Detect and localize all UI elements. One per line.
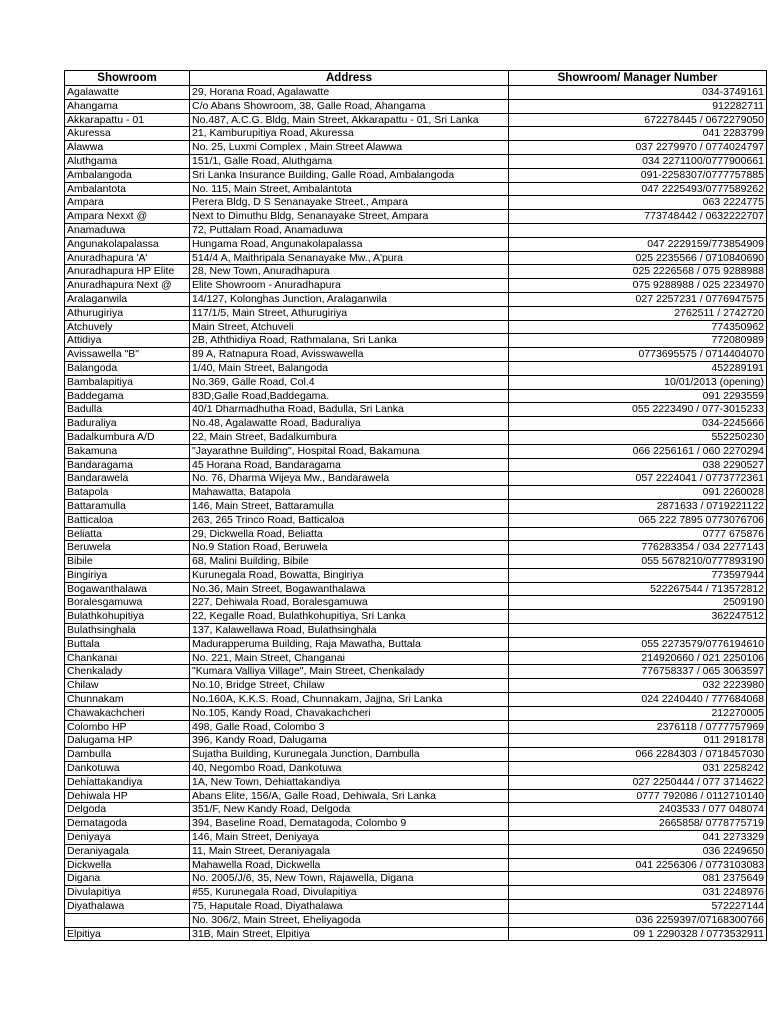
table-row <box>65 403 767 417</box>
showroom-cell: Buttala <box>65 637 190 651</box>
number-cell: 2665858/ 0778775719 <box>509 817 767 831</box>
address-cell: No. 306/2, Main Street, Eheliyagoda <box>190 913 509 927</box>
address-cell: Abans Elite, 156/A, Galle Road, Dehiwala, Sri Lanka <box>190 789 509 803</box>
showroom-cell: Bulathkohupitiya <box>65 610 190 624</box>
address-cell: 28, New Town, Anuradhapura <box>190 265 509 279</box>
number-cell: 025 2226568 / 075 9288988 <box>509 265 767 279</box>
address-cell: Sujatha Building, Kurunegala Junction, Dambulla <box>190 748 509 762</box>
table-row <box>65 610 767 624</box>
showroom-cell: Baddegama <box>65 389 190 403</box>
table-row <box>65 237 767 251</box>
address-cell: 83D,Galle Road,Baddegama. <box>190 389 509 403</box>
number-cell: 214920660 / 021 2250106 <box>509 651 767 665</box>
address-cell: Kurunegala Road, Bowatta, Bingiriya <box>190 568 509 582</box>
number-cell: 025 2235566 / 0710840690 <box>509 251 767 265</box>
table-row <box>65 913 767 927</box>
number-cell: 027 2257231 / 0776947575 <box>509 292 767 306</box>
showroom-cell: Bibile <box>65 555 190 569</box>
number-cell: 772080989 <box>509 334 767 348</box>
number-cell: 031 2258242 <box>509 762 767 776</box>
address-cell: Mahawatta, Batapola <box>190 486 509 500</box>
number-cell: 09 1 2290328 / 0773532911 <box>509 927 767 941</box>
table-row <box>65 417 767 431</box>
table-row <box>65 886 767 900</box>
showroom-cell: Bogawanthalawa <box>65 582 190 596</box>
table-row <box>65 99 767 113</box>
address-cell: 263, 265 Trinco Road, Batticaloa <box>190 513 509 527</box>
address-cell: 68, Malini Building, Bibile <box>190 555 509 569</box>
showroom-cell: Baduraliya <box>65 417 190 431</box>
table-row <box>65 375 767 389</box>
number-cell: 036 2259397/07168300766 <box>509 913 767 927</box>
address-cell: Mahawella Road, Dickwella <box>190 858 509 872</box>
showroom-cell: Bingiriya <box>65 568 190 582</box>
table-row <box>65 720 767 734</box>
number-cell: 036 2249650 <box>509 844 767 858</box>
showroom-cell: Anamaduwa <box>65 223 190 237</box>
showroom-table <box>64 70 767 941</box>
showroom-cell: Chilaw <box>65 679 190 693</box>
number-cell: 041 2283799 <box>509 127 767 141</box>
table-row <box>65 127 767 141</box>
number-cell: 522267544 / 713572812 <box>509 582 767 596</box>
table-row <box>65 900 767 914</box>
address-cell: "Jayarathne Building", Hospital Road, Bakamuna <box>190 444 509 458</box>
address-cell: No.105, Kandy Road, Chavakachcheri <box>190 706 509 720</box>
number-cell: 2403533 / 077 048074 <box>509 803 767 817</box>
number-cell <box>509 223 767 237</box>
table-row <box>65 113 767 127</box>
address-cell: No.48, Agalawatte Road, Baduraliya <box>190 417 509 431</box>
number-cell: 091-2258307/0777757885 <box>509 168 767 182</box>
number-cell: 027 2250444 / 077 3714622 <box>509 775 767 789</box>
table-row <box>65 568 767 582</box>
address-cell: 22, Kegalle Road, Bulathkohupitiya, Sri Lanka <box>190 610 509 624</box>
showroom-cell: Deraniyagala <box>65 844 190 858</box>
number-cell: 2509190 <box>509 596 767 610</box>
address-cell: 29, Horana Road, Agalawatte <box>190 86 509 100</box>
number-cell: 032 2223980 <box>509 679 767 693</box>
showroom-cell: Anuradhapura Next @ <box>65 279 190 293</box>
number-cell: 452289191 <box>509 361 767 375</box>
number-cell: 0777 675876 <box>509 527 767 541</box>
number-cell: 774350962 <box>509 320 767 334</box>
number-cell: 773748442 / 0632222707 <box>509 210 767 224</box>
address-cell: 117/1/5, Main Street, Athurugiriya <box>190 306 509 320</box>
showroom-cell: Boralesgamuwa <box>65 596 190 610</box>
number-cell: 034-2245666 <box>509 417 767 431</box>
address-cell: 31B, Main Street, Elpitiya <box>190 927 509 941</box>
header-number: Showroom/ Manager Number <box>509 71 767 86</box>
number-cell: 081 2375649 <box>509 872 767 886</box>
number-cell: 055 5678210/0777893190 <box>509 555 767 569</box>
table-row <box>65 748 767 762</box>
number-cell: 075 9288988 / 025 2234970 <box>509 279 767 293</box>
number-cell: 066 2256161 / 060 2270294 <box>509 444 767 458</box>
table-row <box>65 872 767 886</box>
table-row <box>65 320 767 334</box>
showroom-cell: Anuradhapura HP Elite <box>65 265 190 279</box>
number-cell: 091 2260028 <box>509 486 767 500</box>
showroom-cell: Bandaragama <box>65 458 190 472</box>
address-cell: No. 76, Dharma Wijeya Mw., Bandarawela <box>190 472 509 486</box>
number-cell: 2376118 / 0777757969 <box>509 720 767 734</box>
table-row <box>65 182 767 196</box>
showroom-cell <box>65 913 190 927</box>
table-row <box>65 292 767 306</box>
table-row <box>65 251 767 265</box>
number-cell: 776758337 / 065 3063597 <box>509 665 767 679</box>
number-cell: 047 2229159/773854909 <box>509 237 767 251</box>
table-row <box>65 389 767 403</box>
showroom-cell: Attidiya <box>65 334 190 348</box>
table-row <box>65 541 767 555</box>
showroom-cell: Dalugama HP <box>65 734 190 748</box>
header-showroom: Showroom <box>65 71 190 86</box>
showroom-cell: Alawwa <box>65 141 190 155</box>
showroom-cell: Dehiwala HP <box>65 789 190 803</box>
address-cell: No.36, Main Street, Bogawanthalawa <box>190 582 509 596</box>
table-row <box>65 458 767 472</box>
address-cell: #55, Kurunegala Road, Divulapitiya <box>190 886 509 900</box>
address-cell: No. 221, Main Street, Changanai <box>190 651 509 665</box>
table-row <box>65 927 767 941</box>
showroom-cell: Beruwela <box>65 541 190 555</box>
address-cell: 72, Puttalam Road, Anamaduwa <box>190 223 509 237</box>
table-row <box>65 817 767 831</box>
showroom-cell: Ampara <box>65 196 190 210</box>
table-row <box>65 168 767 182</box>
showroom-cell: Diyathalawa <box>65 900 190 914</box>
table-row <box>65 334 767 348</box>
number-cell: 0773695575 / 0714404070 <box>509 348 767 362</box>
showroom-cell: Badalkumbura A/D <box>65 430 190 444</box>
number-cell: 047 2225493/0777589262 <box>509 182 767 196</box>
number-cell: 776283354 / 034 2277143 <box>509 541 767 555</box>
table-row <box>65 831 767 845</box>
address-cell: Next to Dimuthu Bldg, Senanayake Street, Ampara <box>190 210 509 224</box>
table-row <box>65 306 767 320</box>
address-cell: No.10, Bridge Street, Chilaw <box>190 679 509 693</box>
showroom-cell: Ampara Nexxt @ <box>65 210 190 224</box>
address-cell: 498, Galle Road, Colombo 3 <box>190 720 509 734</box>
number-cell: 038 2290527 <box>509 458 767 472</box>
showroom-cell: Dehiattakandiya <box>65 775 190 789</box>
address-cell: No.9 Station Road, Beruwela <box>190 541 509 555</box>
table-row <box>65 789 767 803</box>
showroom-cell: Colombo HP <box>65 720 190 734</box>
table-row <box>65 210 767 224</box>
table-row <box>65 86 767 100</box>
number-cell: 2762511 / 2742720 <box>509 306 767 320</box>
table-row <box>65 265 767 279</box>
table-row <box>65 706 767 720</box>
number-cell: 041 2273329 <box>509 831 767 845</box>
showroom-cell: Dankotuwa <box>65 762 190 776</box>
number-cell: 10/01/2013 (opening) <box>509 375 767 389</box>
table-row <box>65 279 767 293</box>
number-cell: 057 2224041 / 0773772361 <box>509 472 767 486</box>
number-cell: 552250230 <box>509 430 767 444</box>
table-row <box>65 844 767 858</box>
table-row <box>65 693 767 707</box>
address-cell: 1/40, Main Street, Balangoda <box>190 361 509 375</box>
showroom-cell: Ambalangoda <box>65 168 190 182</box>
address-cell: 151/1, Galle Road, Aluthgama <box>190 154 509 168</box>
showroom-cell: Chunnakam <box>65 693 190 707</box>
address-cell: Madurapperuma Building, Raja Mawatha, Buttala <box>190 637 509 651</box>
showroom-cell: Battaramulla <box>65 499 190 513</box>
showroom-cell: Batticaloa <box>65 513 190 527</box>
header-row <box>65 71 767 86</box>
number-cell: 037 2279970 / 0774024797 <box>509 141 767 155</box>
showroom-cell: Balangoda <box>65 361 190 375</box>
address-cell: 1A, New Town, Dehiattakandiya <box>190 775 509 789</box>
address-cell: 89 A, Ratnapura Road, Avisswawella <box>190 348 509 362</box>
number-cell: 034-3749161 <box>509 86 767 100</box>
address-cell: 137, Kalawellawa Road, Bulathsinghala <box>190 624 509 638</box>
number-cell: 362247512 <box>509 610 767 624</box>
address-cell: 146, Main Street, Deniyaya <box>190 831 509 845</box>
number-cell: 066 2284303 / 0718457030 <box>509 748 767 762</box>
table-row <box>65 637 767 651</box>
number-cell: 212270005 <box>509 706 767 720</box>
showroom-cell: Divulapitiya <box>65 886 190 900</box>
number-cell: 091 2293559 <box>509 389 767 403</box>
address-cell: 40/1 Dharmadhutha Road, Badulla, Sri Lanka <box>190 403 509 417</box>
address-cell: 14/127, Kolonghas Junction, Aralaganwila <box>190 292 509 306</box>
number-cell: 055 2223490 / 077-3015233 <box>509 403 767 417</box>
showroom-cell: Ahangama <box>65 99 190 113</box>
showroom-cell: Badulla <box>65 403 190 417</box>
table-row <box>65 430 767 444</box>
number-cell: 031 2248976 <box>509 886 767 900</box>
address-cell: No.487, A.C.G. Bldg, Main Street, Akkarapattu - 01, Sri Lanka <box>190 113 509 127</box>
number-cell: 912282711 <box>509 99 767 113</box>
number-cell: 572227144 <box>509 900 767 914</box>
table-row <box>65 734 767 748</box>
number-cell: 034 2271100/0777900661 <box>509 154 767 168</box>
showroom-cell: Athurugiriya <box>65 306 190 320</box>
table-row <box>65 223 767 237</box>
showroom-cell: Chenkalady <box>65 665 190 679</box>
table-row <box>65 444 767 458</box>
address-cell: No. 115, Main Street, Ambalantota <box>190 182 509 196</box>
address-cell: 29, Dickwella Road, Beliatta <box>190 527 509 541</box>
number-cell: 011 2918178 <box>509 734 767 748</box>
showroom-cell: Akuressa <box>65 127 190 141</box>
address-cell: 227, Dehiwala Road, Boralesgamuwa <box>190 596 509 610</box>
showroom-cell: Digana <box>65 872 190 886</box>
address-cell: 40, Negombo Road, Dankotuwa <box>190 762 509 776</box>
table-row <box>65 348 767 362</box>
table-row <box>65 513 767 527</box>
address-cell: Elite Showroom - Anuradhapura <box>190 279 509 293</box>
showroom-cell: Delgoda <box>65 803 190 817</box>
address-cell: No.160A, K.K.S. Road, Chunnakam, Jajjna, Sri Lanka <box>190 693 509 707</box>
table-row <box>65 141 767 155</box>
number-cell: 0777 792086 / 0112710140 <box>509 789 767 803</box>
address-cell: 396, Kandy Road, Dalugama <box>190 734 509 748</box>
showroom-cell: Aluthgama <box>65 154 190 168</box>
showroom-cell: Deniyaya <box>65 831 190 845</box>
table-row <box>65 624 767 638</box>
address-cell: Hungama Road, Angunakolapalassa <box>190 237 509 251</box>
table-row <box>65 651 767 665</box>
address-cell: 11, Main Street, Deraniyagala <box>190 844 509 858</box>
table-row <box>65 154 767 168</box>
address-cell: Main Street, Atchuveli <box>190 320 509 334</box>
number-cell: 2871633 / 0719221122 <box>509 499 767 513</box>
table-row <box>65 555 767 569</box>
address-cell: 514/4 A, Maithripala Senanayake Mw., A'pura <box>190 251 509 265</box>
address-cell: Sri Lanka Insurance Building, Galle Road, Ambalangoda <box>190 168 509 182</box>
address-cell: 45 Horana Road, Bandaragama <box>190 458 509 472</box>
address-cell: 2B, Aththidiya Road, Rathmalana, Sri Lanka <box>190 334 509 348</box>
address-cell: No. 25, Luxmi Complex , Main Street Alawwa <box>190 141 509 155</box>
address-cell: No. 2005/J/6, 35, New Town, Rajawella, Digana <box>190 872 509 886</box>
number-cell: 055 2273579/0776194610 <box>509 637 767 651</box>
table-row <box>65 499 767 513</box>
table-row <box>65 196 767 210</box>
table-row <box>65 679 767 693</box>
showroom-cell: Bakamuna <box>65 444 190 458</box>
showroom-list <box>64 70 767 941</box>
address-cell: 22, Main Street, Badalkumbura <box>190 430 509 444</box>
address-cell: C/o Abans Showroom, 38, Galle Road, Ahangama <box>190 99 509 113</box>
showroom-cell: Bambalapitiya <box>65 375 190 389</box>
showroom-cell: Anuradhapura 'A' <box>65 251 190 265</box>
address-cell: 21, Kamburupitiya Road, Akuressa <box>190 127 509 141</box>
showroom-cell: Beliatta <box>65 527 190 541</box>
showroom-cell: Batapola <box>65 486 190 500</box>
showroom-cell: Dambulla <box>65 748 190 762</box>
number-cell: 063 2224775 <box>509 196 767 210</box>
address-cell: 351/F, New Kandy Road, Delgoda <box>190 803 509 817</box>
table-row <box>65 472 767 486</box>
table-row <box>65 762 767 776</box>
showroom-cell: Angunakolapalassa <box>65 237 190 251</box>
address-cell: "Kumara Valliya Village", Main Street, Chenkalady <box>190 665 509 679</box>
showroom-cell: Atchuvely <box>65 320 190 334</box>
address-cell: 75, Haputale Road, Diyathalawa <box>190 900 509 914</box>
table-row <box>65 596 767 610</box>
number-cell: 041 2256306 / 0773103083 <box>509 858 767 872</box>
number-cell: 065 222 7895 0773076706 <box>509 513 767 527</box>
table-row <box>65 486 767 500</box>
showroom-cell: Dickwella <box>65 858 190 872</box>
number-cell: 024 2240440 / 777684068 <box>509 693 767 707</box>
showroom-cell: Ambalantota <box>65 182 190 196</box>
table-row <box>65 582 767 596</box>
header-address: Address <box>190 71 509 86</box>
table-body <box>65 86 767 941</box>
showroom-cell: Dematagoda <box>65 817 190 831</box>
number-cell: 672278445 / 0672279050 <box>509 113 767 127</box>
number-cell <box>509 624 767 638</box>
showroom-cell: Chawakachcheri <box>65 706 190 720</box>
showroom-cell: Avissawella "B" <box>65 348 190 362</box>
address-cell: 394, Baseline Road, Dematagoda, Colombo 9 <box>190 817 509 831</box>
address-cell: No.369, Galle Road, Col.4 <box>190 375 509 389</box>
showroom-cell: Chankanai <box>65 651 190 665</box>
showroom-cell: Aralaganwila <box>65 292 190 306</box>
table-row <box>65 361 767 375</box>
table-row <box>65 665 767 679</box>
table-row <box>65 527 767 541</box>
showroom-cell: Bulathsinghala <box>65 624 190 638</box>
showroom-cell: Bandarawela <box>65 472 190 486</box>
address-cell: 146, Main Street, Battaramulla <box>190 499 509 513</box>
number-cell: 773597944 <box>509 568 767 582</box>
table-row <box>65 803 767 817</box>
address-cell: Perera Bldg, D S Senanayake Street., Ampara <box>190 196 509 210</box>
showroom-cell: Agalawatte <box>65 86 190 100</box>
table-row <box>65 858 767 872</box>
table-row <box>65 775 767 789</box>
showroom-cell: Akkarapattu - 01 <box>65 113 190 127</box>
showroom-cell: Elpitiya <box>65 927 190 941</box>
